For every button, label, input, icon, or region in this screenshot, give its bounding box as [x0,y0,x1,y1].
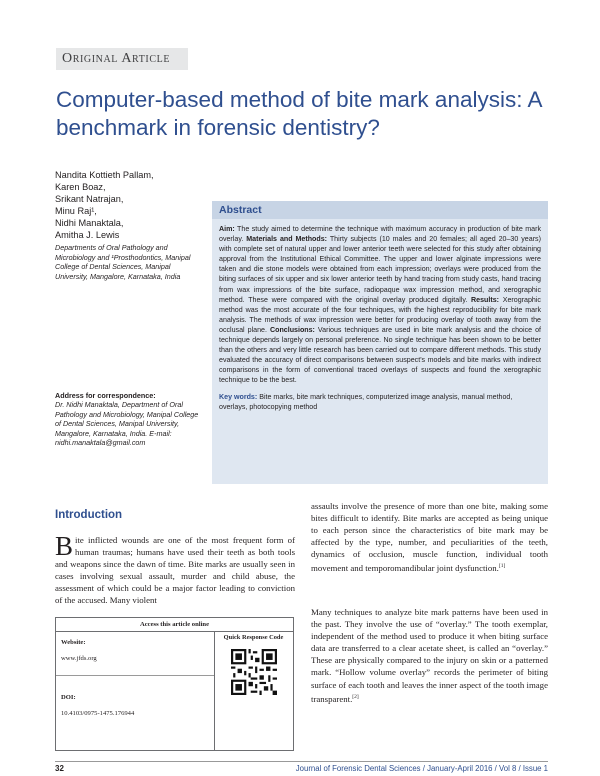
qr-panel [214,631,293,750]
qr-label: Quick Response Code [223,634,284,641]
abstract-text [212,219,548,386]
citation-ref: [1] [498,563,506,570]
abstract-heading: Abstract [212,201,548,219]
abstract-conclusions: Various techniques are used in bite mark analysis and the choice of technique depends largely on personal preference. No single technique has been shown to be better than the others and very little research has been carried out to compare different methods. This study evaluated the accuracy of direct comparisons between suspect's models and bite marks with indirect comparisons in the form of conventional traced overlays of suspects and found the xerographic technique to be the best. [219,325,541,385]
intro-text-col2-p1: assaults involve the presence of more than one bite, making some bites difficult to identify. Bite marks are accepted as being unique to each person since the characteristics of bite mark may be affected by the type, number, and peculiarities of the teeth, dynamics of occlusion, muscle function, individual tooth movement and temporomandibular joint dysfunction. [311,501,548,574]
article-title: Computer-based method of bite mark analysis: A benchmark in forensic dentistry? [56,87,542,140]
author-name: Srikant Natrajan, [55,194,124,204]
website-link[interactable]: www.jfds.org [61,655,97,662]
article-type-label: Original Article [62,51,171,66]
intro-paragraph-2 [311,500,548,574]
author-name: Nandita Kottieth Pallam, [55,170,154,180]
intro-paragraph-3 [311,606,548,705]
abstract-aim: The study aimed to determine the technique with maximum accuracy in production of bite mark overlay. [219,225,541,244]
intro-paragraph-1 [55,531,295,607]
article-type-tag [56,48,188,70]
footer-rule [55,761,548,762]
divider [56,675,214,676]
author-name: Nidhi Manaktala, [55,218,124,228]
doi-label: DOI: [61,694,76,701]
doi-value[interactable]: 10.4103/0975-1475.176944 [61,710,135,717]
access-article-box [55,617,294,751]
keywords-text: Bite marks, bite mark techniques, computerized image analysis, manual method, overlays, photocopying method [219,392,513,411]
access-box-details [56,631,215,750]
introduction-heading: Introduction [55,509,123,521]
author-list [55,169,205,241]
abstract-results: Xerographic method was the most accurate of the four techniques, with the highest reproducibility for bite mark analysis. The methods of wax impression were better for producing overlay of tooth away from the occlusal plane. [219,295,541,334]
page-number: 32 [55,764,64,773]
keywords-label: Key words: [219,392,258,401]
abstract-methods: Thirty subjects (10 males and 20 females; all aged 20–30 years) with complete set of natural upper and lower anterior teeth were selected for this study after obtaining approval from the Institutional Ethical Committee. The upper and lower alginate impressions were taken and die stone models were obtained from each impression; overlays were produced from the biting surfaces of six upper and six lower anterior teeth by hand tracing from study casts, hand tracing from wax impressions of the bite surface, radiopaque wax impression method, and xerographic method. These were compared with the original overlay produced digitally. [219,235,541,304]
author-name: Minu Raj¹, [55,206,97,216]
intro-text-col1: ite inflicted wounds are one of the most frequent form of human traumas; humans have used their teeth as both tools and weapons since the dawn of time. Bite marks are usually seen in cases involving sexual assault, murder and child abuse, the assessment of which could be a major factor leading to conviction of the accused. Many violent [55,535,295,606]
journal-citation: Journal of Forensic Dental Sciences / January-April 2016 / Vol 8 / Issue 1 [295,764,548,773]
qr-code-icon[interactable] [231,649,277,695]
abstract-conclusions-label: Conclusions: [269,325,315,334]
abstract-box [212,201,548,484]
abstract-results-label: Results: [471,295,500,304]
abstract-aim-label: Aim: [219,225,235,233]
intro-text-col2-p2: Many techniques to analyze bite mark patterns have been used in the past. They involve the use of “overlay.” The tooth exemplar, independent of the method used to produce it when biting surface data are transferred to a clear acetate sheet, is called an “overlay.” These are physically compared to the injury on skin or a patterned mark. “Hollow volume overlay” records the perimeter of biting surface of each tooth and leaves the inner aspect of the tooth image transparent. [311,607,548,704]
author-name: Amitha J. Lewis [55,230,120,240]
correspondence-heading: Address for correspondence: [55,391,156,400]
correspondence-block [55,391,205,447]
keywords [212,386,548,412]
abstract-methods-label: Materials and Methods: [246,235,328,244]
access-box-heading: Access this article online [56,618,293,632]
drop-cap: B [55,531,74,561]
website-label: Website: [61,639,86,646]
correspondence-body: Dr. Nidhi Manaktala, Department of Oral Pathology and Microbiology, Manipal College of Dental Sciences, Manipal University, Mangalore, Karnataka, India. E-mail: nidhi.manaktala@gmail.com [55,400,199,448]
citation-ref: [2] [352,693,359,700]
author-name: Karen Boaz, [55,182,106,192]
author-affiliation: Departments of Oral Pathology and Microbiology and ¹Prosthodontics, Manipal College of Dental Sciences, Manipal University, Mangalore, Karnataka, India [55,243,191,281]
